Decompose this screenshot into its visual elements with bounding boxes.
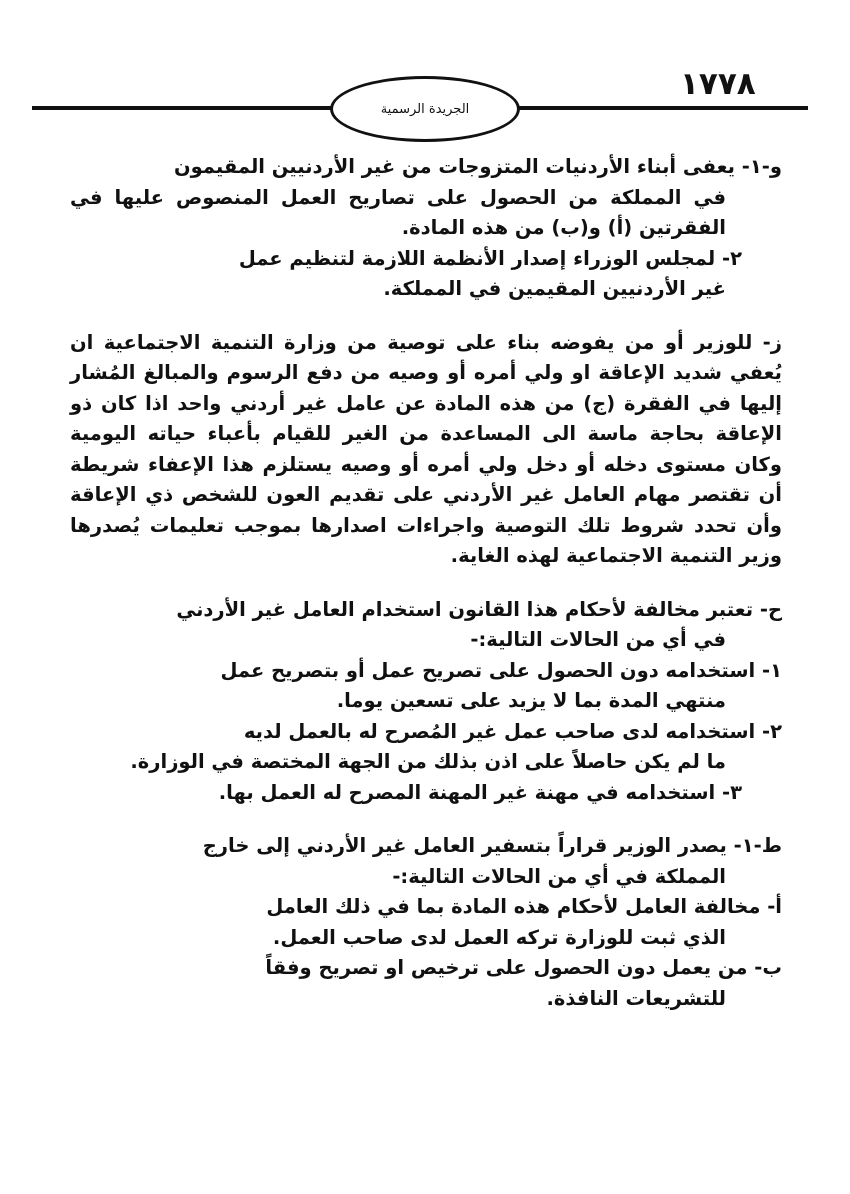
article-body bbox=[70, 152, 782, 1014]
clause-ha-intro-cont: في أي من الحالات التالية:- bbox=[470, 628, 726, 651]
clause-zay bbox=[70, 328, 782, 572]
gazette-title-oval bbox=[330, 76, 520, 142]
clause-waw bbox=[70, 152, 782, 305]
clause-ha bbox=[70, 595, 782, 809]
clause-waw-item-1: و-١- يعفى أبناء الأردنيات المتزوجات من غير الأردنيين المقيمون bbox=[173, 155, 782, 178]
clause-ta-intro: ط-١- يصدر الوزير قراراً بتسفير العامل غير الأردني إلى خارج bbox=[202, 834, 782, 857]
clause-ta-case-a-cont: الذي ثبت للوزارة تركه العمل لدى صاحب العمل. bbox=[272, 925, 726, 949]
gazette-title: الجريدة الرسمية bbox=[380, 101, 470, 117]
clause-ha-case-3: ٣- استخدامه في مهنة غير المهنة المصرح له العمل بها. bbox=[218, 780, 742, 804]
clause-ha-case-1-cont: منتهي المدة بما لا يزيد على تسعين يوما. bbox=[336, 689, 726, 712]
clause-ta bbox=[70, 831, 782, 1014]
page-number: ١٧٧٨ bbox=[680, 66, 756, 102]
clause-ha-case-1: ١- استخدامه دون الحصول على تصريح عمل أو بتصريح عمل bbox=[220, 658, 782, 682]
clause-ta-case-b-cont: للتشريعات النافذة. bbox=[546, 986, 726, 1010]
clause-ta-intro-cont: المملكة في أي من الحالات التالية:- bbox=[392, 864, 726, 888]
clause-waw-item-2-cont: غير الأردنيين المقيمين في المملكة. bbox=[383, 277, 726, 300]
clause-ha-intro: ح- تعتبر مخالفة لأحكام هذا القانون استخدام العامل غير الأردني bbox=[176, 597, 782, 621]
clause-ha-case-2: ٢- استخدامه لدى صاحب عمل غير المُصرح له بالعمل لديه bbox=[243, 719, 782, 743]
clause-ta-case-a: أ- مخالفة العامل لأحكام هذه المادة بما في ذلك العامل bbox=[266, 895, 782, 918]
clause-zay-text: ز- للوزير أو من يفوضه بناء على توصية من وزارة التنمية الاجتماعية ان يُعفي شديد الإعاقة او ولي أمره أو وصيه من دفع الرسوم والمبالغ المُشار إليها في الفقرة (ج) من هذه المادة عن عامل غير أردني واحد اذا كان ذو الإعاقة بحاجة ماسة الى المساعدة من الغير للقيام بأعباء حياته اليومية وكان مستوى دخله أو دخل ولي أمره أو وصيه يستلزم هذا الإعفاء شريطة أن تقتصر مهام العامل غير الأردني على تقديم العون للشخص ذي الإعاقة وأن تحدد شروط تلك التوصية واجراءات اصدارها بموجب تعليمات يُصدرها وزير التنمية الاجتماعية لهذه الغاية. bbox=[70, 330, 782, 567]
clause-waw-item-2: ٢- لمجلس الوزراء إصدار الأنظمة اللازمة لتنظيم عمل bbox=[238, 246, 742, 270]
clause-ha-case-2-cont: ما لم يكن حاصلاً على اذن بذلك من الجهة المختصة في الوزارة. bbox=[130, 750, 726, 773]
clause-ta-case-b: ب- من يعمل دون الحصول على ترخيص او تصريح وفقاً bbox=[265, 956, 782, 979]
clause-waw-item-1-cont: في المملكة من الحصول على تصاريح العمل المنصوص عليها في الفقرتين (أ) و(ب) من هذه المادة. bbox=[70, 185, 726, 239]
